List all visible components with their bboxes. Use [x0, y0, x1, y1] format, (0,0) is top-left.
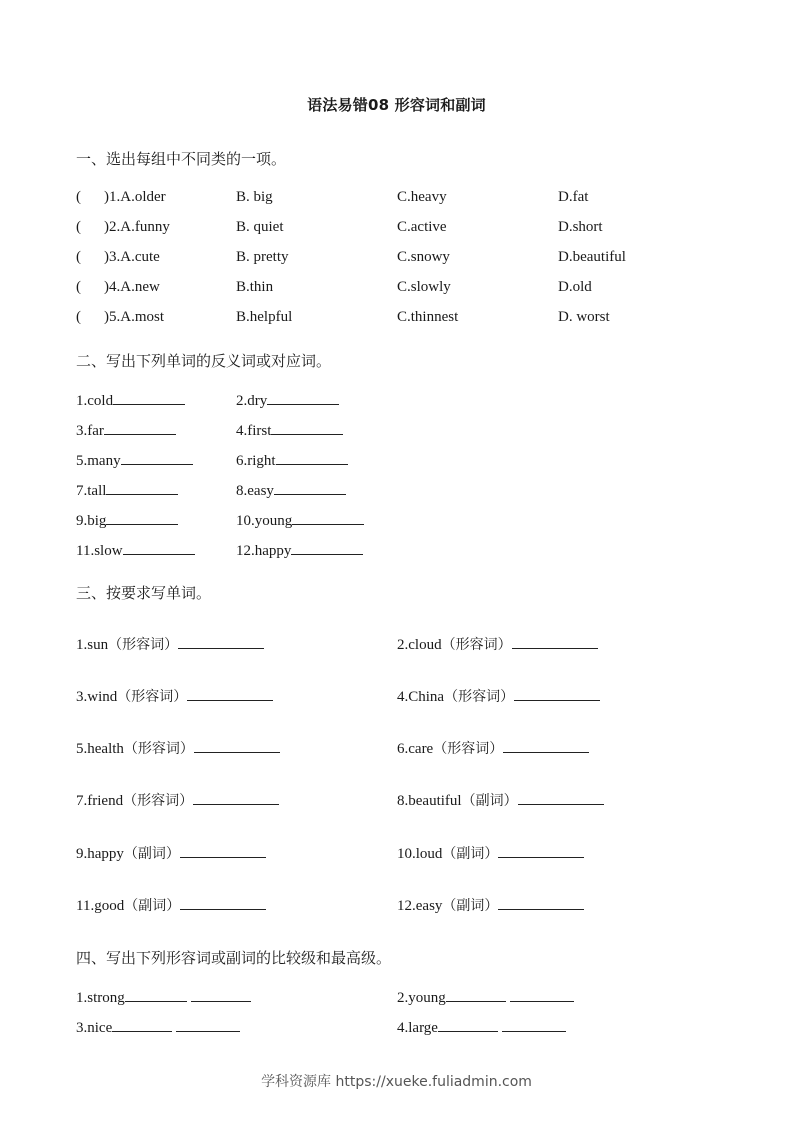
option-c: C.snowy — [397, 249, 450, 265]
answer-blank[interactable] — [498, 896, 584, 910]
word-form-row — [0, 686, 793, 706]
option-b: B. pretty — [236, 249, 289, 265]
choice-row — [0, 279, 793, 299]
comparative-blank[interactable] — [125, 988, 187, 1002]
option-a: )5.A.most — [104, 309, 164, 325]
answer-blank[interactable] — [106, 481, 178, 495]
answer-blank[interactable] — [498, 844, 584, 858]
antonym-item: 8.easy — [236, 481, 346, 500]
option-b: B. big — [236, 189, 273, 205]
word-form-item: 10.loud（副词） — [397, 843, 584, 863]
comparative-blank[interactable] — [438, 1018, 498, 1032]
word-form-row — [0, 843, 793, 863]
comparison-item: 4.large — [397, 1018, 566, 1037]
antonym-item: 5.many — [76, 451, 193, 470]
word-form-item: 1.sun（形容词） — [76, 634, 264, 654]
answer-blank[interactable] — [291, 541, 363, 555]
choice-row — [0, 309, 793, 329]
antonym-item: 11.slow — [76, 541, 195, 560]
word-form-row — [0, 790, 793, 810]
antonym-row — [0, 391, 793, 411]
option-b: B.thin — [236, 279, 274, 295]
answer-paren: ( — [76, 309, 81, 325]
antonym-item: 7.tall — [76, 481, 178, 500]
antonym-item: 1.cold — [76, 391, 185, 410]
answer-blank[interactable] — [178, 635, 264, 649]
antonym-item: 2.dry — [236, 391, 339, 410]
option-d: D.short — [558, 219, 603, 235]
choice-row — [0, 249, 793, 269]
answer-blank[interactable] — [121, 451, 193, 465]
answer-blank[interactable] — [518, 791, 604, 805]
word-form-item: 9.happy（副词） — [76, 843, 266, 863]
choice-row — [0, 189, 793, 209]
section4-heading: 四、写出下列形容词或副词的比较级和最高级。 — [76, 949, 392, 967]
option-a: )1.A.older — [104, 189, 166, 205]
antonym-item: 3.far — [76, 421, 176, 440]
word-form-item: 11.good（副词） — [76, 895, 266, 915]
comparison-row — [0, 988, 793, 1008]
option-b: B.helpful — [236, 309, 293, 325]
antonym-item: 9.big — [76, 511, 178, 530]
word-form-row — [0, 634, 793, 654]
answer-blank[interactable] — [274, 481, 346, 495]
answer-blank[interactable] — [123, 541, 195, 555]
word-form-item: 8.beautiful（副词） — [397, 790, 604, 810]
answer-paren: ( — [76, 249, 81, 265]
answer-blank[interactable] — [193, 791, 279, 805]
answer-blank[interactable] — [180, 844, 266, 858]
answer-blank[interactable] — [292, 511, 364, 525]
answer-blank[interactable] — [514, 687, 600, 701]
antonym-item: 10.young — [236, 511, 364, 530]
answer-blank[interactable] — [104, 421, 176, 435]
section2-heading: 二、写出下列单词的反义词或对应词。 — [76, 352, 332, 370]
word-form-item: 5.health（形容词） — [76, 738, 280, 758]
antonym-row — [0, 541, 793, 561]
answer-blank[interactable] — [512, 635, 598, 649]
antonym-item: 6.right — [236, 451, 348, 470]
comparative-blank[interactable] — [446, 988, 506, 1002]
word-form-item: 2.cloud（形容词） — [397, 634, 598, 654]
word-form-row — [0, 895, 793, 915]
answer-blank[interactable] — [276, 451, 348, 465]
option-a: )3.A.cute — [104, 249, 160, 265]
word-form-item: 7.friend（形容词） — [76, 790, 279, 810]
answer-paren: ( — [76, 279, 81, 295]
antonym-row — [0, 421, 793, 441]
answer-blank[interactable] — [187, 687, 273, 701]
option-c: C.active — [397, 219, 447, 235]
option-a: )4.A.new — [104, 279, 160, 295]
antonym-item: 12.happy — [236, 541, 363, 560]
page-title: 语法易错08 形容词和副词 — [307, 96, 486, 114]
answer-blank[interactable] — [180, 896, 266, 910]
option-d: D. worst — [558, 309, 610, 325]
answer-paren: ( — [76, 219, 81, 235]
section1-heading: 一、选出每组中不同类的一项。 — [76, 150, 287, 168]
word-form-row — [0, 738, 793, 758]
antonym-row — [0, 511, 793, 531]
antonym-row — [0, 451, 793, 471]
option-c: C.slowly — [397, 279, 451, 295]
option-b: B. quiet — [236, 219, 284, 235]
option-d: D.old — [558, 279, 592, 295]
comparison-item: 1.strong — [76, 988, 251, 1007]
comparative-blank[interactable] — [112, 1018, 172, 1032]
word-form-item: 3.wind（形容词） — [76, 686, 273, 706]
option-c: C.heavy — [397, 189, 447, 205]
footer-watermark: 学科资源库 https://xueke.fuliadmin.com — [261, 1074, 532, 1090]
answer-blank[interactable] — [271, 421, 343, 435]
comparison-item: 3.nice — [76, 1018, 240, 1037]
superlative-blank[interactable] — [191, 988, 251, 1002]
answer-paren: ( — [76, 189, 81, 205]
option-a: )2.A.funny — [104, 219, 170, 235]
comparison-row — [0, 1018, 793, 1038]
word-form-item: 12.easy（副词） — [397, 895, 584, 915]
section3-heading: 三、按要求写单词。 — [76, 584, 212, 602]
superlative-blank[interactable] — [510, 988, 574, 1002]
superlative-blank[interactable] — [502, 1018, 566, 1032]
superlative-blank[interactable] — [176, 1018, 240, 1032]
choice-row — [0, 219, 793, 239]
option-d: D.fat — [558, 189, 589, 205]
antonym-item: 4.first — [236, 421, 343, 440]
comparison-item: 2.young — [397, 988, 574, 1007]
option-d: D.beautiful — [558, 249, 626, 265]
option-c: C.thinnest — [397, 309, 459, 325]
word-form-item: 4.China（形容词） — [397, 686, 600, 706]
answer-blank[interactable] — [267, 391, 339, 405]
answer-blank[interactable] — [113, 391, 185, 405]
answer-blank[interactable] — [503, 739, 589, 753]
antonym-row — [0, 481, 793, 501]
answer-blank[interactable] — [194, 739, 280, 753]
word-form-item: 6.care（形容词） — [397, 738, 589, 758]
answer-blank[interactable] — [106, 511, 178, 525]
